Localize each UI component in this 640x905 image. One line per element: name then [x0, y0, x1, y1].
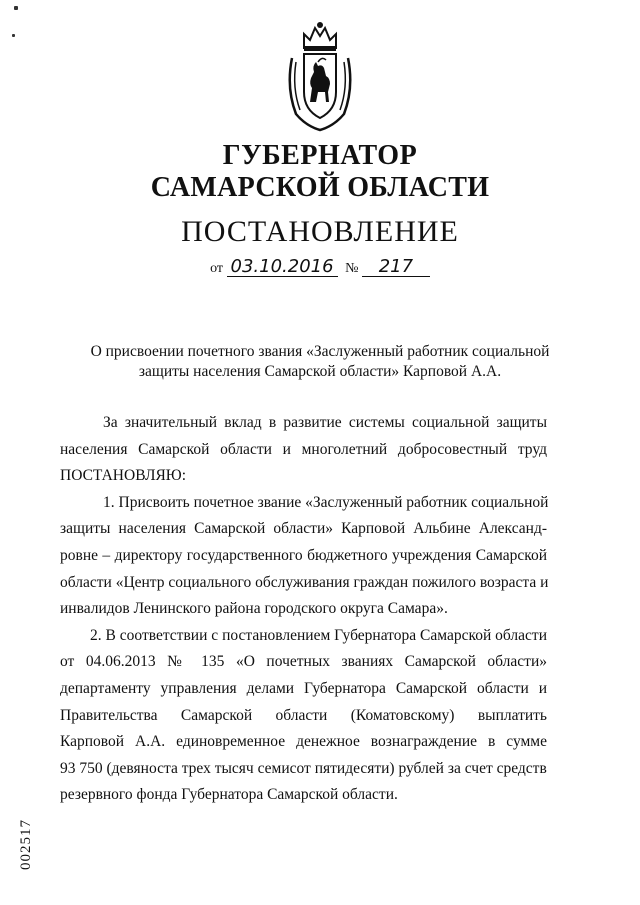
body-line: населения Самарской области и многолетний добросовестный труд [60, 440, 547, 458]
date-value: 03.10.2016 [227, 258, 338, 277]
body-line: За значительный вклад в развитие системы социальной защиты [103, 414, 547, 431]
subject-line: О присвоении почетного звания «Заслуженный работник социальной [90, 343, 550, 360]
body-line: департаменту управления делами Губернатора Самарской области и [60, 679, 547, 697]
body-line: резервного фонда Губернатора Самарской области. [60, 786, 398, 804]
body-line: Правительства Самарской области (Коматовскому) выплатить [60, 706, 547, 724]
scan-speck [14, 6, 18, 10]
registration-number: 002517 [18, 819, 34, 870]
body-line: 2. В соответствии с постановлением Губернатора Самарской области [90, 626, 547, 644]
issuer-title-line1: ГУБЕРНАТОР [222, 140, 418, 171]
number-value: 217 [362, 258, 430, 277]
body-line: ровне – директору государственного бюджетного учреждения Самарской [60, 546, 547, 564]
body-line: 1. Присвоить почетное звание «Заслуженный работник социальной [103, 493, 549, 511]
document-body [60, 410, 547, 809]
issuer-title-line2: САМАРСКОЙ ОБЛАСТИ [150, 172, 490, 203]
body-line: инвалидов Ленинского района городского округа Самара». [60, 600, 448, 618]
body-line: защиты населения Самарской области» Карповой Альбине Александ- [60, 520, 547, 538]
body-line: ПОСТАНОВЛЯЮ: [60, 467, 187, 485]
body-line: от 04.06.2013 № 135 «О почетных званиях Самарской области» [60, 653, 547, 671]
date-prefix: от [210, 261, 223, 276]
body-line: области «Центр социального обслуживания граждан пожилого возраста и [60, 573, 549, 591]
scan-speck [12, 34, 15, 37]
body-line: 93 750 (девяноста трех тысяч семисот пятидесяти) рублей за счет средств [60, 759, 547, 777]
number-prefix: № [345, 261, 359, 276]
document-type: ПОСТАНОВЛЕНИЕ [181, 215, 459, 248]
body-line: Карповой А.А. единовременное денежное вознаграждение в сумме [60, 733, 547, 751]
document-subject [60, 342, 580, 382]
coat-of-arms-emblem [282, 18, 358, 134]
date-number-line [0, 258, 640, 277]
subject-line: защиты населения Самарской области» Карповой А.А. [138, 363, 502, 380]
